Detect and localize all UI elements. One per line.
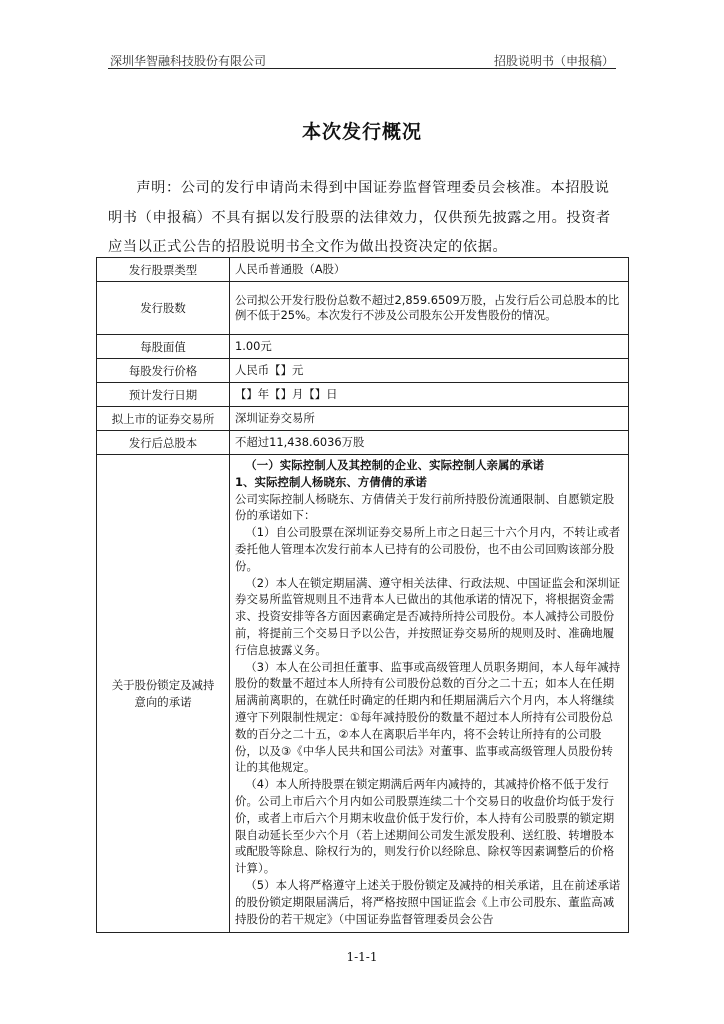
lockup-heading-1: （一）实际控制人及其控制的企业、实际控制人亲属的承诺 <box>245 458 545 472</box>
table-row <box>97 335 629 359</box>
page-title: 本次发行概况 <box>301 121 422 143</box>
lockup-intro: 公司实际控制人杨晓东、方倩倩关于发行前所持股份流通限制、自愿锁定股份的承诺如下： <box>235 491 615 523</box>
table-row <box>97 359 629 383</box>
table-row <box>97 455 629 933</box>
offering-overview-table <box>96 257 629 933</box>
row-label: 拟上市的证券交易所 <box>97 407 230 431</box>
header-document-type: 招股说明书（申报稿） <box>493 54 614 68</box>
row-value: 公司拟公开发行股份总数不超过2,859.6509万股，占发行后公司总股本的比例不低于25%。本次发行不涉及公司股东公开发售股份的情况。 <box>230 282 629 335</box>
row-label: 预计发行日期 <box>97 383 230 407</box>
row-label: 发行股数 <box>97 282 230 335</box>
header-company-name: 深圳华智融科技股份有限公司 <box>110 54 267 68</box>
table-row <box>97 282 629 335</box>
lockup-item-5: （5）本人将严格遵守上述关于股份锁定及减持的相关承诺，且在前述承诺的股份锁定期限届满后，将严格按照中国证监会《上市公司股东、董监高减持股份的若干规定》（中国证券监督管理委员会公告 <box>235 877 621 926</box>
lockup-commitment-content <box>230 455 629 933</box>
row-label: 每股发行价格 <box>97 359 230 383</box>
lockup-heading-2: 1、实际控制人杨晓东、方倩倩的承诺 <box>235 474 427 489</box>
table-row <box>97 431 629 455</box>
lockup-item-2: （2）本人在锁定期届满、遵守相关法律、行政法规、中国证监会和深圳证券交易所监管规则且不违背本人已做出的其他承诺的情况下，将根据资金需求、投资安排等各方面因素确定是否减持所持公司股份。本人减持公司股份前，将提前三个交易日予以公告，并按照证券交易所的规则及时、准确地履行信息披露义务。 <box>235 575 621 657</box>
row-label: 每股面值 <box>97 335 230 359</box>
lockup-item-4: （4）本人所持股票在锁定期满后两年内减持的，其减持价格不低于发行价。公司上市后六个月内如公司股票连续二十个交易日的收盘价均低于发行价，或者上市后六个月期末收盘价低于发行价，本人持有公司股票的锁定期限自动延长至少六个月（若上述期间公司发生派发股利、送红股、转增股本或配股等除息、除权行为的，则发行价以经除息、除权等因素调整后的价格计算）。 <box>235 777 615 876</box>
table-row <box>97 258 629 282</box>
declaration-paragraph: 声明：公司的发行申请尚未得到中国证券监督管理委员会核准。本招股说明书（申报稿）不具有据以发行股票的法律效力，仅供预先披露之用。投资者应当以正式公告的招股说明书全文作为做出投资决定的依据。 <box>108 180 611 255</box>
row-value: 深圳证券交易所 <box>230 407 629 431</box>
page-header <box>108 50 616 69</box>
row-value: 不超过11,438.6036万股 <box>230 431 629 455</box>
row-value: 人民币普通股（A股） <box>230 258 629 282</box>
page-number: 1-1-1 <box>346 950 378 964</box>
lockup-commitment-label: 关于股份锁定及减持意向的承诺 <box>97 455 230 933</box>
table-row <box>97 383 629 407</box>
row-value: 人民币【】元 <box>230 359 629 383</box>
row-value: 1.00元 <box>230 335 629 359</box>
table-row <box>97 407 629 431</box>
row-label: 发行后总股本 <box>97 431 230 455</box>
lockup-item-1: （1）自公司股票在深圳证券交易所上市之日起三十六个月内，不转让或者委托他人管理本次发行前本人已持有的公司股份，也不由公司回购该部分股份。 <box>235 525 621 573</box>
lockup-item-3: （3）本人在公司担任董事、监事或高级管理人员职务期间，本人每年减持股份的数量不超过本人所持有公司股份总数的百分之二十五；如本人在任期届满前离职的，在就任时确定的任期内和任期届满后六个月内，本人将继续遵守下列限制性规定：①每年减持股份的数量不超过本人所持有公司股份总数的百分之二十五，②本人在离职后半年内，将不会转让所持有的公司股份，以及③《中华人民共和国公司法》对董事、监事或高级管理人员股份转让的其他规定。 <box>235 659 621 775</box>
row-value: 【】年【】月【】日 <box>230 383 629 407</box>
row-label: 发行股票类型 <box>97 258 230 282</box>
